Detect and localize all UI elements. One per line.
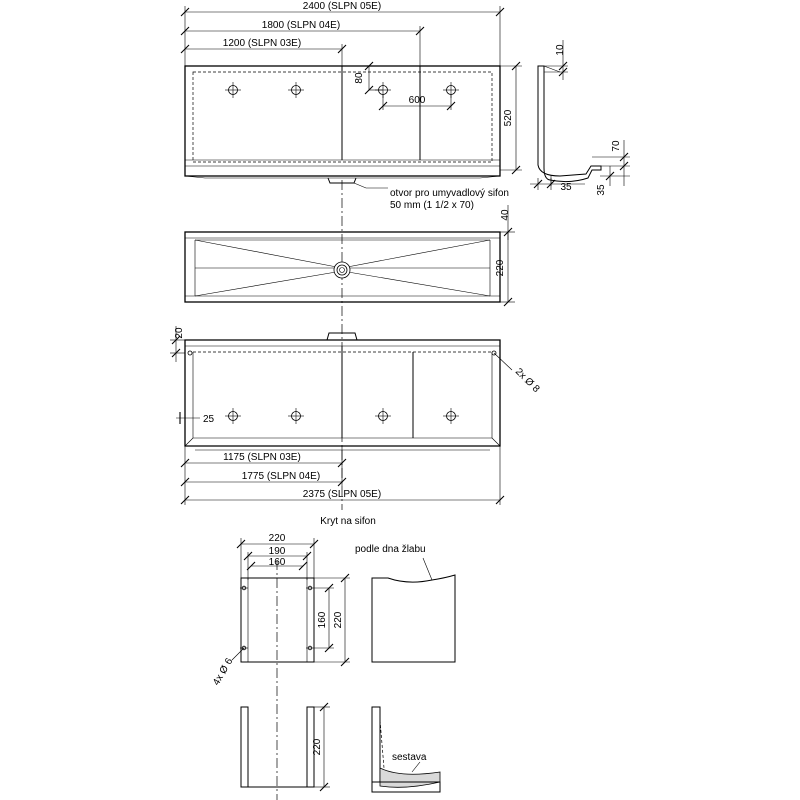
dim-220-front-label: 220 <box>495 259 506 277</box>
dim-35h-label: 35 <box>560 182 572 193</box>
back-view <box>170 326 542 505</box>
dim-cover-160h-label: 160 <box>317 611 328 629</box>
dimension-600 <box>379 94 455 110</box>
cover-profile-shape <box>241 707 314 787</box>
dim-25-label: 25 <box>203 414 215 425</box>
dim-35v-label: 35 <box>596 184 607 196</box>
drain-hole <box>334 262 350 278</box>
dim-2400-label: 2400 (SLPN 05E) <box>302 1 382 12</box>
side-profile <box>530 40 630 196</box>
dimension-1775 <box>181 471 346 486</box>
dim-1175-label: 1175 (SLPN 03E) <box>223 452 301 463</box>
corner-hole-left <box>188 351 192 355</box>
cover-holes-label: 4x Ø 6 <box>211 656 236 688</box>
dimension-520 <box>500 62 522 174</box>
back-hole-3 <box>375 408 391 424</box>
back-holes-label: 2x Ø 8 <box>512 366 542 395</box>
back-hole-2 <box>288 408 304 424</box>
drain-note-line2: 50 mm (1 1/2 x 70) <box>390 200 474 211</box>
dim-20-label: 20 <box>174 327 185 339</box>
cover-side-shape <box>372 575 455 662</box>
dim-1200-label: 1200 (SLPN 03E) <box>222 38 302 49</box>
dim-cover-160-label: 160 <box>268 557 286 568</box>
cover-front-view <box>211 533 350 688</box>
cover-title: Kryt na sifon <box>320 516 376 527</box>
dim-2375-label: 2375 (SLPN 05E) <box>302 489 382 500</box>
front-view <box>185 205 515 306</box>
dim-600-label: 600 <box>408 95 426 106</box>
top-view <box>181 1 522 211</box>
dim-1775-label: 1775 (SLPN 04E) <box>241 471 321 482</box>
dim-520-label: 520 <box>503 109 514 127</box>
dim-cover-220-label: 220 <box>268 533 286 544</box>
dim-cover-190-label: 190 <box>268 546 286 557</box>
assembly-view <box>372 707 440 792</box>
dim-10-label: 10 <box>555 44 566 56</box>
cover-side-view <box>355 544 455 662</box>
dim-40-label: 40 <box>500 209 511 221</box>
dimension-2400 <box>181 1 504 66</box>
dimension-1200 <box>181 38 346 66</box>
assembly-label: sestava <box>392 752 427 763</box>
drain-note-line1: otvor pro umyvadlový sifon <box>390 188 509 199</box>
assembly-trough <box>380 768 440 787</box>
dim-80-label: 80 <box>354 72 365 84</box>
side-profile-shape <box>538 66 601 182</box>
trough-note: podle dna žlabu <box>355 544 426 555</box>
dim-70-label: 70 <box>611 140 622 152</box>
back-hole-1 <box>225 408 241 424</box>
mounting-hole-2 <box>288 82 304 98</box>
mounting-hole-1 <box>225 82 241 98</box>
dimension-1800 <box>181 20 424 66</box>
dim-cover-220h-label: 220 <box>333 611 344 629</box>
dim-1800-label: 1800 (SLPN 04E) <box>261 20 341 31</box>
back-hole-4 <box>443 408 459 424</box>
dim-cover-220-side-label: 220 <box>312 738 323 756</box>
cover-profile-view <box>241 703 330 791</box>
cover-plate <box>241 578 314 662</box>
